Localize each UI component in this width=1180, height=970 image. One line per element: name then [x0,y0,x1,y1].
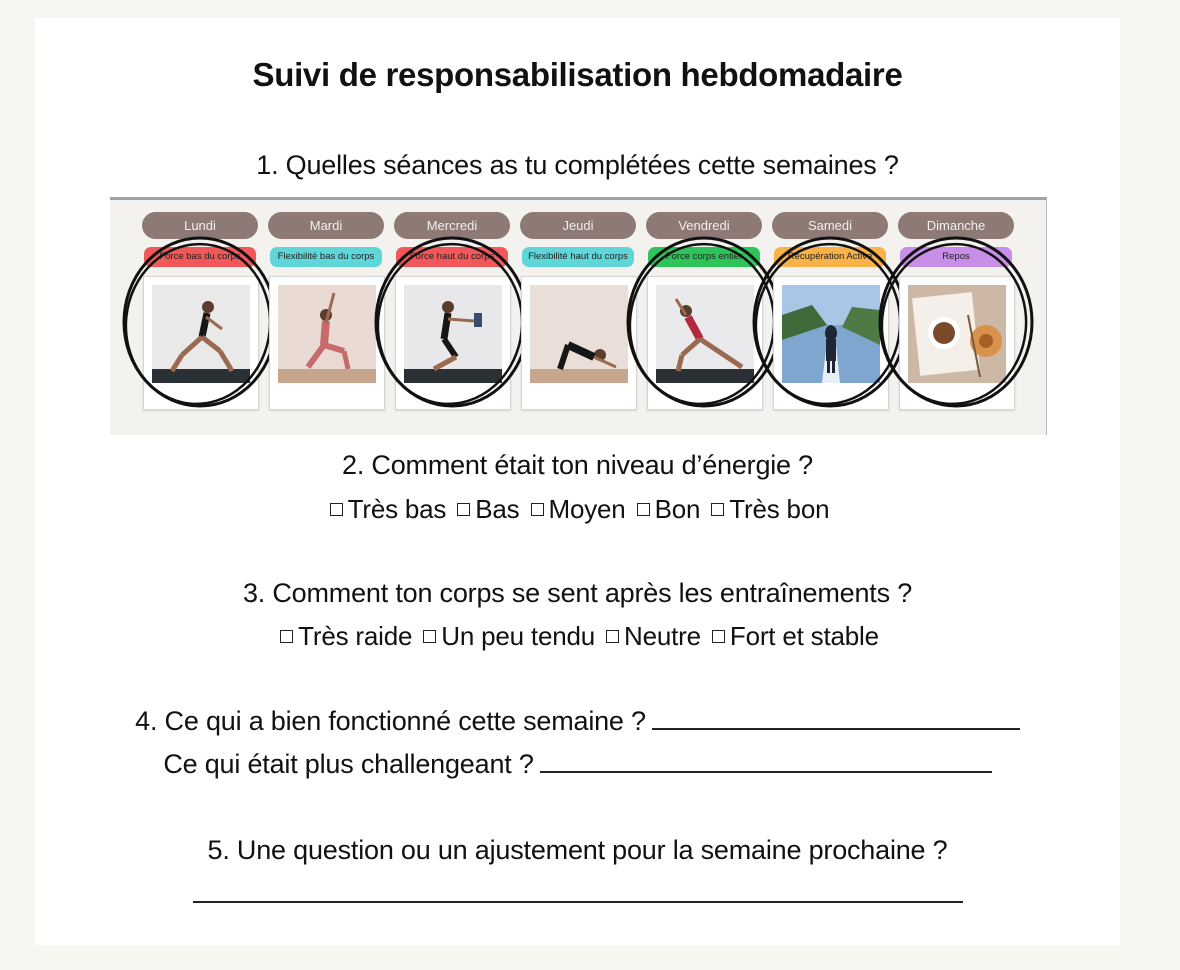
energy-option[interactable]: Bas [453,494,519,524]
lunge-photo-icon [152,285,250,383]
question-3: 3. Comment ton corps se sent après les entraînements ? [242,578,913,608]
day-label-pill: Vendredi [646,212,762,239]
checkbox-icon[interactable] [457,503,470,516]
question-2: 2. Comment était ton niveau d’énergie ? [342,450,813,480]
session-type-tag: Récupération Active [774,247,886,267]
schedule-day [142,212,258,424]
answer-line-worked[interactable] [652,706,1020,730]
session-card[interactable] [395,276,511,410]
session-card[interactable] [647,276,763,410]
question-1: 1. Quelles séances as tu complétées cette semaines ? [256,150,899,180]
question-4b-label: Ce qui était plus challengeant ? [163,749,534,779]
day-label-pill: Mercredi [394,212,510,239]
schedule-day [268,212,384,424]
energy-option[interactable]: Bon [633,494,701,524]
day-label-pill: Mardi [268,212,384,239]
energy-option[interactable]: Très bas [326,494,447,524]
answer-line-next-week[interactable] [193,885,963,903]
session-type-tag: Force haut du corps [396,247,508,267]
body-option[interactable]: Un peu tendu [419,621,595,651]
question-5-answer [35,885,1120,908]
session-type-tag: Repos [900,247,1012,267]
body-option[interactable]: Très raide [276,621,412,651]
session-card[interactable] [899,276,1015,410]
question-4-label: 4. Ce qui a bien fonctionné cette semaine ? [135,706,646,736]
checkbox-icon[interactable] [711,503,724,516]
session-type-tag: Flexibilité bas du corps [270,247,382,267]
kneeling-press-photo-icon [404,285,502,383]
session-type-tag: Force bas du corps [144,247,256,267]
energy-option[interactable]: Très bon [707,494,829,524]
body-options [35,621,1120,652]
session-type-tag: Force corps entier [648,247,760,267]
checkbox-icon[interactable] [637,503,650,516]
session-card[interactable] [269,276,385,410]
question-4 [35,706,1120,737]
checkbox-icon[interactable] [280,630,293,643]
answer-line-challenging[interactable] [540,749,992,773]
schedule-day [520,212,636,424]
checkbox-icon[interactable] [423,630,436,643]
question-5: 5. Une question ou un ajustement pour la semaine prochaine ? [207,835,948,865]
worksheet-page [35,18,1120,945]
energy-option[interactable]: Moyen [527,494,626,524]
session-card[interactable] [773,276,889,410]
question-4b [35,749,1120,780]
body-option[interactable]: Fort et stable [708,621,879,651]
day-label-pill: Jeudi [520,212,636,239]
side-lunge-photo-icon [656,285,754,383]
day-label-pill: Dimanche [898,212,1014,239]
checkbox-icon[interactable] [330,503,343,516]
day-label-pill: Lundi [142,212,258,239]
weekly-schedule-strip [110,197,1047,435]
energy-options [35,494,1120,525]
checkbox-icon[interactable] [531,503,544,516]
walking-road-photo-icon [782,285,880,383]
day-label-pill: Samedi [772,212,888,239]
schedule-day [772,212,888,424]
checkbox-icon[interactable] [712,630,725,643]
coffee-flowers-photo-icon [908,285,1006,383]
kneeling-stretch-photo-icon [278,285,376,383]
schedule-day [646,212,762,424]
childs-pose-photo-icon [530,285,628,383]
body-option[interactable]: Neutre [602,621,701,651]
session-type-tag: Flexibilité haut du corps [522,247,634,267]
session-card[interactable] [521,276,637,410]
schedule-day [898,212,1014,424]
session-card[interactable] [143,276,259,410]
checkbox-icon[interactable] [606,630,619,643]
page-title: Suivi de responsabilisation hebdomadaire [252,56,903,93]
schedule-day [394,212,510,424]
